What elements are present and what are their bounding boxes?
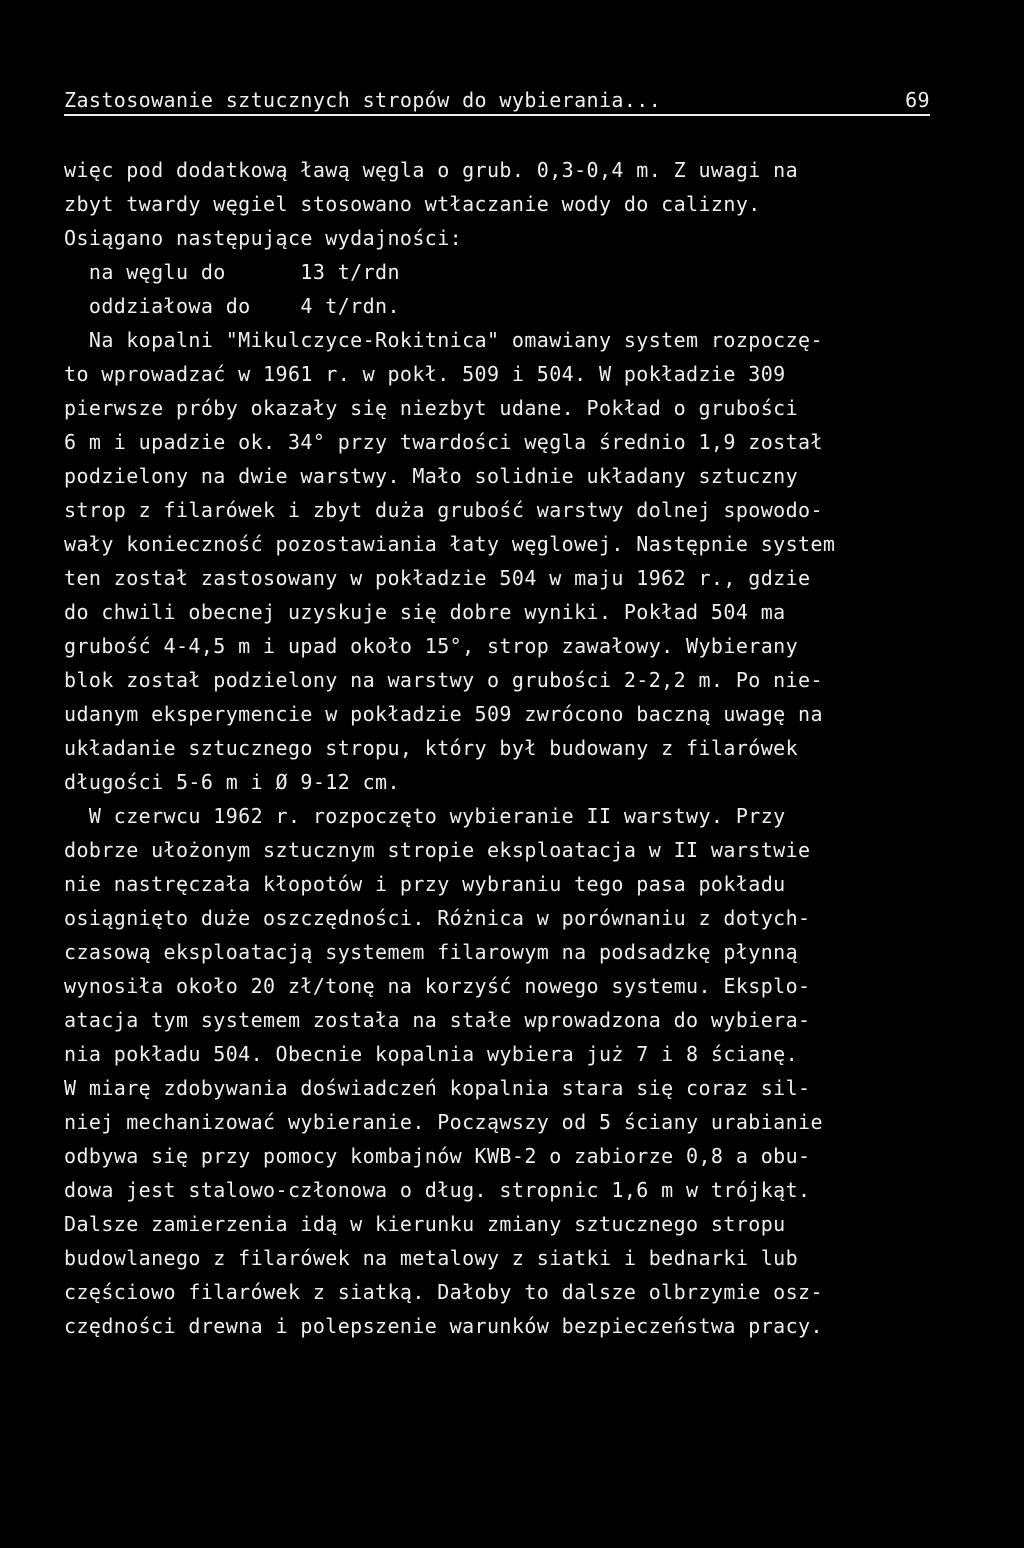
text-line: pierwsze próby okazały się niezbyt udane. Pokład o grubości xyxy=(64,396,799,420)
text-line: dobrze ułożonym sztucznym stropie eksploatacja w II warstwie xyxy=(64,838,811,862)
page-number: 69 xyxy=(905,88,930,112)
text-line: odbywa się przy pomocy kombajnów KWB-2 o zabiorze 0,8 a obu- xyxy=(64,1144,811,1168)
text-line: udanym eksperymencie w pokładzie 509 zwrócono baczną uwagę na xyxy=(64,702,823,726)
text-line: nie nastręczała kłopotów i przy wybraniu tego pasa pokładu xyxy=(64,872,786,896)
text-line: Dalsze zamierzenia idą w kierunku zmiany sztucznego stropu xyxy=(64,1212,786,1236)
text-line: dowa jest stalowo-członowa o dług. stropnic 1,6 m w trójkąt. xyxy=(64,1178,811,1202)
text-line: blok został podzielony na warstwy o grubości 2-2,2 m. Po nie- xyxy=(64,668,823,692)
text-line: długości 5-6 m i Ø 9-12 cm. xyxy=(64,770,400,794)
text-line: osiągnięto duże oszczędności. Różnica w porównaniu z dotych- xyxy=(64,906,811,930)
text-line: W miarę zdobywania doświadczeń kopalnia stara się coraz sil- xyxy=(64,1076,811,1100)
text-line: układanie sztucznego stropu, który był budowany z filarówek xyxy=(64,736,799,760)
text-line: grubość 4-4,5 m i upad około 15°, strop zawałowy. Wybierany xyxy=(64,634,799,658)
text-line: do chwili obecnej uzyskuje się dobre wyniki. Pokład 504 ma xyxy=(64,600,786,624)
text-line: to wprowadzać w 1961 r. w pokł. 509 i 504. W pokładzie 309 xyxy=(64,362,786,386)
text-line: budowlanego z filarówek na metalowy z siatki i bednarki lub xyxy=(64,1246,799,1270)
text-line: wały konieczność pozostawiania łaty węglowej. Następnie system xyxy=(64,532,836,556)
text-line: ten został zastosowany w pokładzie 504 w maju 1962 r., gdzie xyxy=(64,566,811,590)
text-line: Na kopalni "Mikulczyce-Rokitnica" omawiany system rozpoczę- xyxy=(64,328,823,352)
text-line: zbyt twardy węgiel stosowano wtłaczanie wody do calizny. xyxy=(64,192,761,216)
text-line: czędności drewna i polepszenie warunków bezpieczeństwa pracy. xyxy=(64,1314,823,1338)
text-line: czasową eksploatacją systemem filarowym na podsadzkę płynną xyxy=(64,940,799,964)
text-line: więc pod dodatkową ławą węgla o grub. 0,3-0,4 m. Z uwagi na xyxy=(64,158,799,182)
text-line: częściowo filarówek z siatką. Dałoby to dalsze olbrzymie osz- xyxy=(64,1280,823,1304)
text-line: nia pokładu 504. Obecnie kopalnia wybiera już 7 i 8 ścianę. xyxy=(64,1042,799,1066)
text-line: Osiągano następujące wydajności: xyxy=(64,226,463,250)
text-line: oddziałowa do 4 t/rdn. xyxy=(64,294,400,318)
text-line: atacja tym systemem została na stałe wprowadzona do wybiera- xyxy=(64,1008,811,1032)
text-line: 6 m i upadzie ok. 34° przy twardości węgla średnio 1,9 został xyxy=(64,430,823,454)
text-line: wynosiła około 20 zł/tonę na korzyść nowego systemu. Eksplo- xyxy=(64,974,811,998)
text-line: strop z filarówek i zbyt duża grubość warstwy dolnej spowodo- xyxy=(64,498,823,522)
header-title: Zastosowanie sztucznych stropów do wybierania... xyxy=(64,88,662,112)
running-header xyxy=(64,88,930,116)
text-line: na węglu do 13 t/rdn xyxy=(64,260,400,284)
text-line: niej mechanizować wybieranie. Począwszy od 5 ściany urabianie xyxy=(64,1110,823,1134)
text-line: W czerwcu 1962 r. rozpoczęto wybieranie II warstwy. Przy xyxy=(64,804,786,828)
text-line: podzielony na dwie warstwy. Mało solidnie układany sztuczny xyxy=(64,464,799,488)
